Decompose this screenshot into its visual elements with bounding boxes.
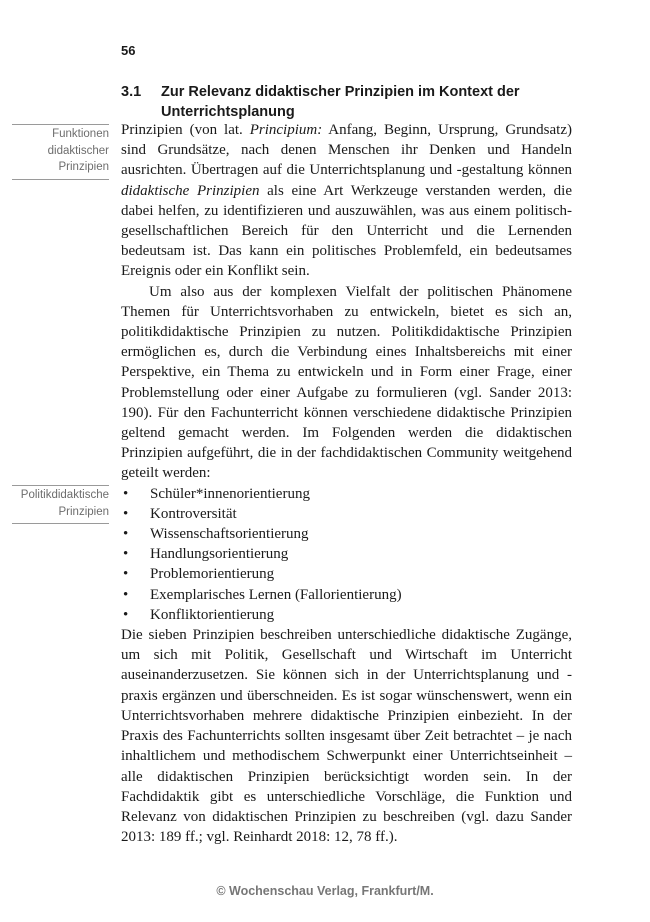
paragraph-text: Prinzipien (von lat. xyxy=(121,122,250,138)
paragraph-2: Um also aus der komplexen Vielfalt der politischen Phänomene Themen für Unterrichtsvorhaben zu entwickeln, bietet es sich an, politikdidaktische Prinzipien zu nutzen. Politikdidaktische Prinzipien ermöglichen es, durch die Verbindung eines Inhaltsbereichs mit einer Perspektive, ein Thema zu entwickeln und in Form einer Frage, einer Problemstellung oder einer Aufgabe zu formulieren (vgl. Sander 2013: 190). Für den Fachunterricht können verschiedene didaktische Prinzipien geltend gemacht werden. Im Folgenden werden die didaktischen Prinzipien aufgeführt, die in der fachdidaktischen Community weitgehend geteilt werden: xyxy=(121,283,572,482)
paragraph-1 xyxy=(121,120,572,282)
paragraph-text: Anfang, Beginn, Ursprung, Grundsatz) sind Grundsätze, nach denen Menschen ihr Denken und Handeln ausrichten. Übertragen auf die Unterrichtsplanung und -gestaltung können xyxy=(121,122,572,179)
margin-note-funktionen xyxy=(12,124,109,180)
bullet: • xyxy=(123,586,129,603)
list-item xyxy=(121,605,572,625)
margin-note-line: Politikdidaktische xyxy=(20,489,109,501)
list-item xyxy=(121,585,572,605)
list-item-text: Problemorientierung xyxy=(150,566,275,583)
bullet: • xyxy=(123,606,129,623)
list-item xyxy=(121,504,572,524)
body-text xyxy=(121,120,572,847)
emphasis-principium: Principium: xyxy=(249,122,323,138)
copyright-footer: © Wochenschau Verlag, Frankfurt/M. xyxy=(216,884,434,898)
principles-list xyxy=(121,484,572,625)
section-title: Zur Relevanz didaktischer Prinzipien im Kontext der Unterrichtsplanung xyxy=(161,84,520,120)
list-item-text: Schüler*innenorientierung xyxy=(150,485,310,502)
list-item xyxy=(121,564,572,584)
list-item xyxy=(121,544,572,564)
section-number: 3.1 xyxy=(121,84,142,100)
bullet: • xyxy=(123,526,129,543)
list-item-text: Kontroversität xyxy=(150,505,237,522)
paragraph-text: als eine Art Werkzeuge verstanden werden, die dabei helfen, zu identifizieren und auszuwählen, was aus einem politisch-gesellschaftlichen Bereich für den Unterricht und die Lernenden bedeutsam ist. Das kann ein politisches Problemfeld, ein bedeutsames Ereignis oder ein Konflikt sein. xyxy=(121,182,572,280)
list-item xyxy=(121,484,572,504)
page-number: 56 xyxy=(121,43,136,58)
section-heading xyxy=(121,82,541,122)
margin-note-line: Funktionen xyxy=(52,128,109,140)
list-item xyxy=(121,524,572,544)
margin-note-line: Prinzipien xyxy=(58,161,109,173)
list-item-text: Handlungsorientierung xyxy=(150,546,289,563)
emphasis-didaktische-prinzipien: didaktische Prinzipien xyxy=(121,182,260,199)
bullet: • xyxy=(123,505,129,522)
bullet: • xyxy=(123,546,129,563)
margin-note-politikdidaktische xyxy=(12,485,109,524)
margin-note-line: didaktischer xyxy=(47,144,109,157)
list-item-text: Wissenschaftsorientierung xyxy=(150,526,309,543)
bullet: • xyxy=(123,566,129,583)
bullet: • xyxy=(123,485,129,502)
paragraph-3: Die sieben Prinzipien beschreiben unterschiedliche didaktische Zugänge, um sich mit Politik, Gesellschaft und Wirtschaft im Unterricht auseinanderzusetzen. Sie können sich in der Unterrichtsplanung und -praxis ergänzen und überschneiden. Es ist sogar wünschenswert, wenn ein Unterrichtsvorhaben mehrere didaktische Prinzipien einbezieht. In der Praxis des Fachunterrichts sollten insgesamt über Zeit betrachtet – je nach inhaltlichem und methodischem Schwerpunkt einer Unterrichtseinheit – alle didaktischen Prinzipien berücksichtigt worden sein. In der Fachdidaktik gibt es unterschiedliche Vorschläge, die Funktion und Relevanz von didaktischen Prinzipien zu beschreiben (vgl. dazu Sander 2013: 189 ff.; vgl. Reinhardt 2018: 12, 78 ff.). xyxy=(121,627,572,846)
list-item-text: Konfliktorientierung xyxy=(150,606,275,623)
list-item-text: Exemplarisches Lernen (Fallorientierung) xyxy=(150,586,402,603)
margin-note-line: Prinzipien xyxy=(58,505,109,518)
